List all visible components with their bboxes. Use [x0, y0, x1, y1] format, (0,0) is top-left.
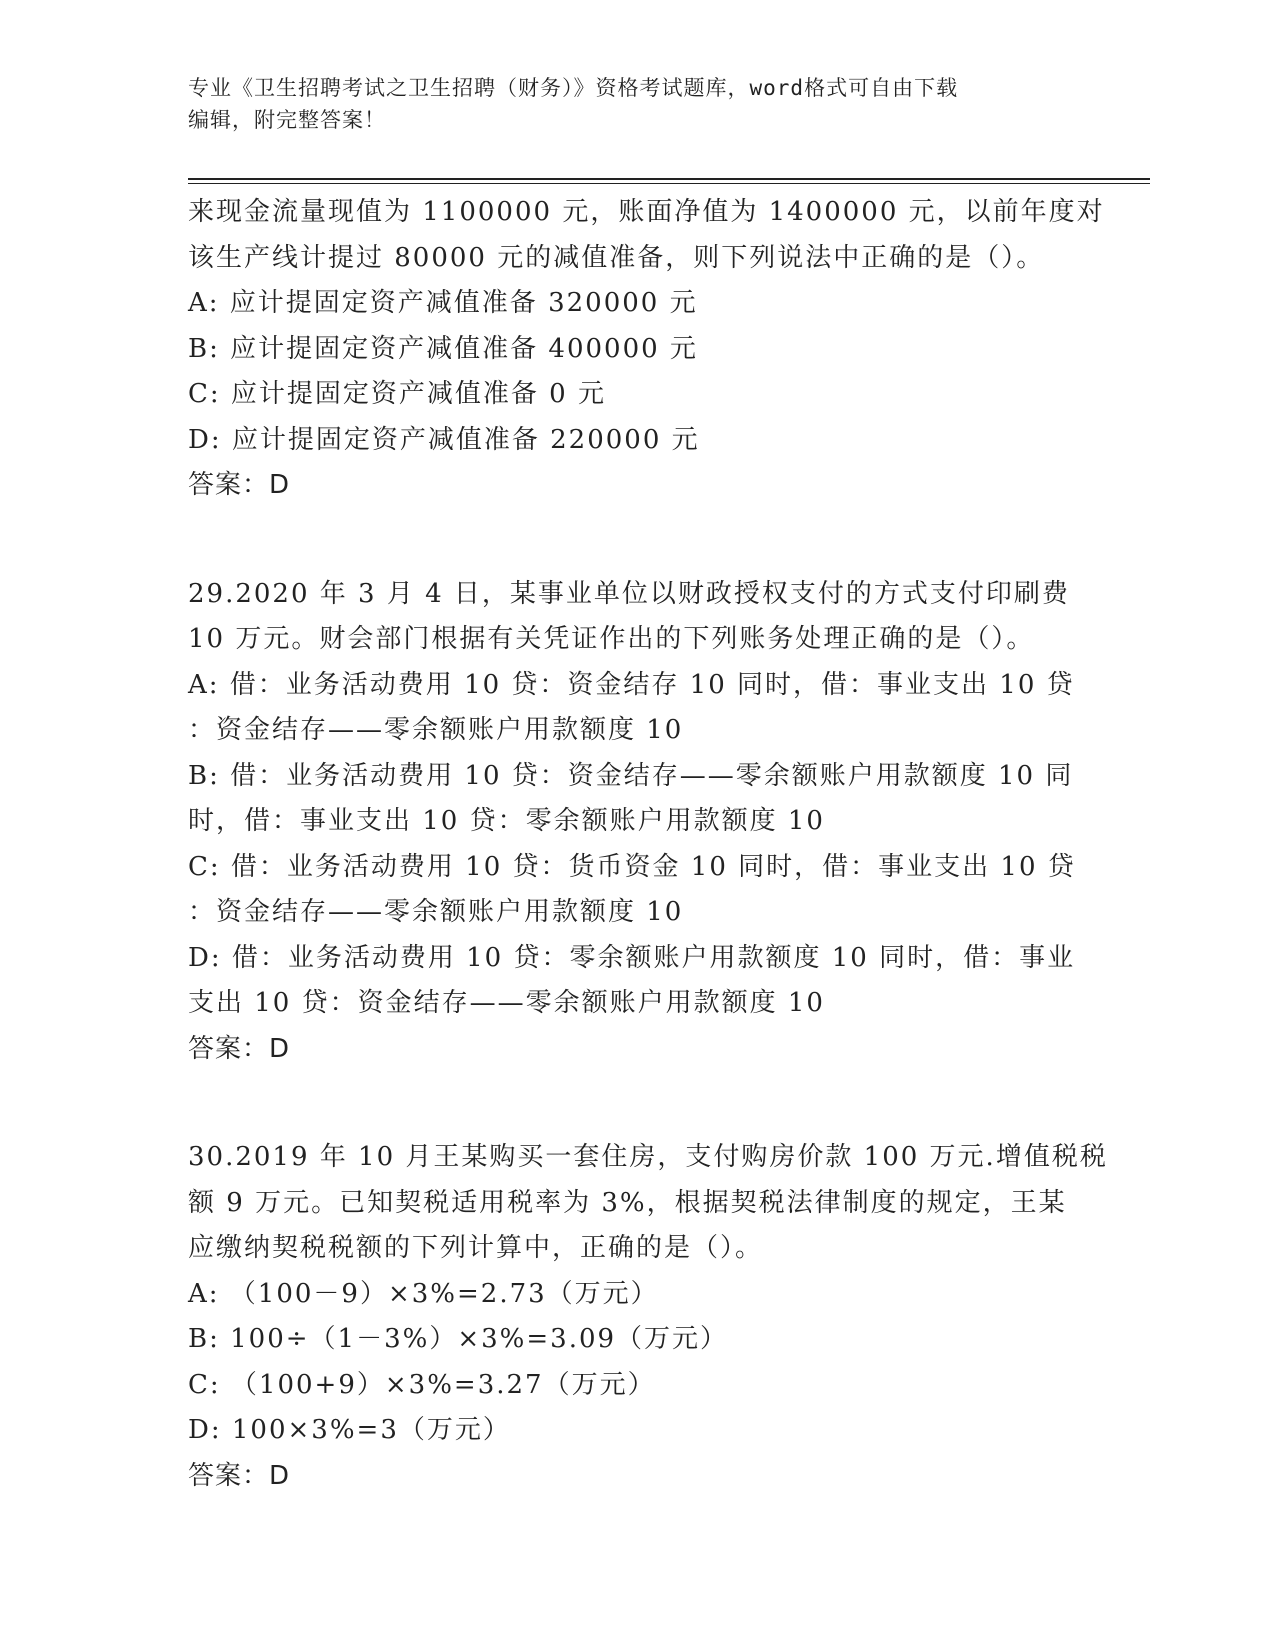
option-b-continued: 时，借：事业支出 10 贷：零余额账户用款额度 10	[188, 806, 825, 836]
question-text: 30.2019 年 10 月王某购买一套住房，支付购房价款 100 万元.增值税税	[188, 1142, 1108, 1172]
answer: 答案：D	[188, 470, 291, 500]
question-30	[188, 1135, 1108, 1499]
question-text: 29.2020 年 3 月 4 日，某事业单位以财政授权支付的方式支付印刷费	[188, 578, 1070, 609]
question-text: 来现金流量现值为 1100000 元，账面净值为 1400000 元，以前年度对	[188, 197, 1105, 227]
option-a-continued: ：资金结存——零余额账户用款额度 10	[188, 715, 684, 745]
question-text: 该生产线计提过 80000 元的减值准备，则下列说法中正确的是（）。	[188, 242, 1045, 273]
option-a: A: （100－9）×3%=2.73（万元）	[188, 1278, 659, 1309]
document-header	[188, 72, 1068, 136]
option-d: D: 100×3%=3（万元）	[188, 1415, 511, 1445]
option-b: B: 100÷（1－3%）×3%=3.09（万元）	[188, 1324, 729, 1354]
header-divider-thick	[188, 178, 1150, 180]
option-b: B: 应计提固定资产减值准备 400000 元	[188, 333, 698, 364]
option-c-continued: ：资金结存——零余额账户用款额度 10	[188, 897, 684, 927]
option-d: D: 应计提固定资产减值准备 220000 元	[188, 424, 700, 455]
header-line-1: 专业《卫生招聘考试之卫生招聘（财务）》资格考试题库，word格式可自由下载	[188, 76, 959, 100]
question-text: 应缴纳契税税额的下列计算中，正确的是（）。	[188, 1233, 764, 1263]
option-c: C: 借：业务活动费用 10 贷：货币资金 10 同时，借：事业支出 10 贷	[188, 851, 1076, 882]
question-text: 额 9 万元。已知契税适用税率为 3%，根据契税法律制度的规定，王某	[188, 1187, 1067, 1218]
option-d: D: 借：业务活动费用 10 贷：零余额账户用款额度 10 同时，借：事业	[188, 942, 1076, 973]
answer: 答案：D	[188, 1460, 291, 1491]
question-28-continued	[188, 190, 1105, 509]
header-divider-thin	[188, 183, 1150, 184]
document-body	[188, 190, 1108, 1499]
header-line-2: 编辑，附完整答案！	[188, 108, 386, 132]
answer: 答案：D	[188, 1033, 291, 1064]
question-text: 10 万元。财会部门根据有关凭证作出的下列账务处理正确的是（）。	[188, 624, 1035, 654]
question-29	[188, 572, 1088, 1073]
option-c: C: 应计提固定资产减值准备 0 元	[188, 379, 606, 409]
option-a: A: 应计提固定资产减值准备 320000 元	[188, 288, 698, 318]
option-d-continued: 支出 10 贷：资金结存——零余额账户用款额度 10	[188, 988, 825, 1018]
option-c: C: （100+9）×3%=3.27（万元）	[188, 1369, 656, 1400]
option-a: A: 借：业务活动费用 10 贷：资金结存 10 同时，借：事业支出 10 贷	[188, 669, 1075, 700]
option-b: B: 借：业务活动费用 10 贷：资金结存——零余额账户用款额度 10 同	[188, 760, 1074, 791]
